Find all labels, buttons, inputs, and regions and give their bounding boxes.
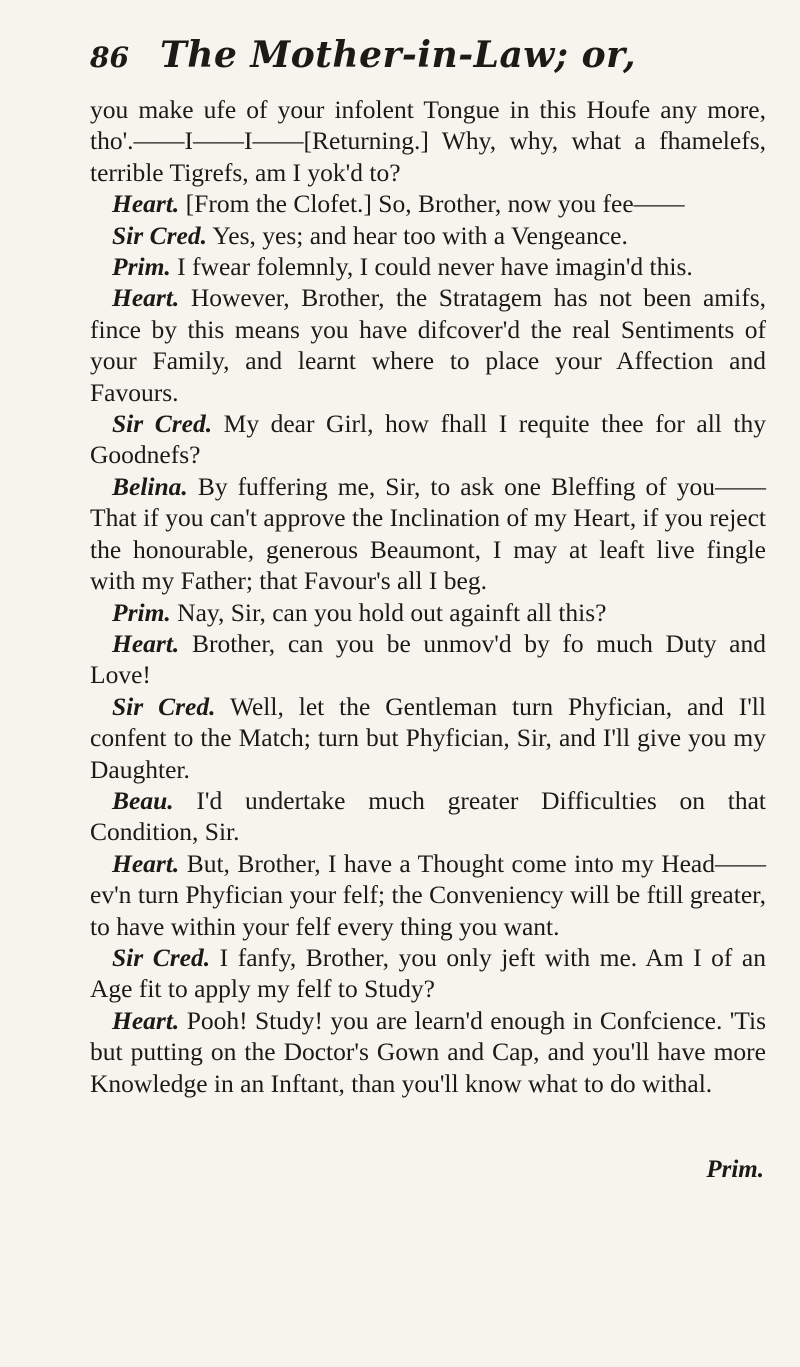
speech-text: I'd undertake much greater Difficulties on that Condition, Sir. <box>90 785 767 847</box>
paragraph <box>90 628 766 691</box>
running-title: The Mother-in-Law; or, <box>160 34 637 76</box>
paragraph <box>90 848 766 942</box>
speaker-name: Sir Cred. <box>112 220 207 250</box>
speaker-name: Heart. <box>112 189 180 219</box>
speech-text: Pooh! Study! you are learn'd enough in Confcience. 'Tis but putting on the Doctor's Gown and Cap, and you'll have more Knowledge in an Inftant, than you'll know what to do withal. <box>90 1005 766 1098</box>
paragraph <box>90 471 766 597</box>
page-number: 86 <box>90 41 129 74</box>
speaker-name: Beau. <box>112 785 174 815</box>
speech-text: Yes, yes; and hear too with a Vengeance. <box>212 220 628 250</box>
speech-text: Nay, Sir, can you hold out againft all this? <box>177 597 607 627</box>
speech-text: I fwear folemnly, I could never have imagin'd this. <box>177 252 693 282</box>
speaker-name: Sir Cred. <box>112 409 213 439</box>
paragraph <box>90 282 766 408</box>
paragraph <box>90 251 766 282</box>
speech-text: you make ufe of your infolent Tongue in this Houfe any more, tho'.——I——I——[Returning.] Why, why, what a fhamelefs, terrible Tigrefs, am I yok'd to? <box>90 95 766 187</box>
speech-text: But, Brother, I have a Thought come into my Head——ev'n turn Phyfician your felf; the Conveniency will be ftill greater, to have within your felf every thing you want. <box>90 848 766 941</box>
paragraph <box>90 220 766 251</box>
speaker-name: Prim. <box>112 597 171 627</box>
paragraph <box>90 408 766 471</box>
speaker-name: Prim. <box>112 252 171 282</box>
speaker-name: Heart. <box>112 1005 180 1035</box>
speech-text: [From the Clofet.] So, Brother, now you fee—— <box>185 189 685 219</box>
paragraph <box>90 94 766 188</box>
paragraph <box>90 785 766 848</box>
speech-text: I fanfy, Brother, you only jeft with me. Am I of an Age fit to apply my felf to Study? <box>90 942 766 1004</box>
body-text <box>90 94 766 1099</box>
paragraph <box>90 188 766 219</box>
paragraph <box>90 1005 766 1099</box>
paragraph <box>90 597 766 628</box>
paragraph <box>90 691 766 785</box>
speaker-name: Sir Cred. <box>112 942 211 972</box>
speaker-name: Heart. <box>112 628 180 658</box>
speech-text: Brother, can you be unmov'd by fo much Duty and Love! <box>90 628 766 690</box>
speaker-name: Sir Cred. <box>112 691 216 721</box>
page-header <box>90 34 766 88</box>
paragraph <box>90 942 766 1005</box>
speaker-name: Heart. <box>112 848 180 878</box>
catchword: Prim. <box>706 1156 764 1183</box>
speech-text: My dear Girl, how fhall I requite thee for all thy Goodnefs? <box>90 409 766 470</box>
speaker-name: Belina. <box>112 471 188 501</box>
speech-text: However, Brother, the Stratagem has not been amifs, fince by this means you have difcover'd the real Sentiments of your Family, and learnt where to place your Affection and Favours. <box>90 283 766 407</box>
speech-text: By fuffering me, Sir, to ask one Bleffing of you——That if you can't approve the Inclination of my Heart, if you reject the honourable, generous Beaumont, I may at leaft live fingle with my Father; that Favour's all I beg. <box>90 471 766 596</box>
speech-text: Well, let the Gentleman turn Phyfician, and I'll confent to the Match; turn but Phyfician, Sir, and I'll give you my Daughter. <box>90 691 766 784</box>
speaker-name: Heart. <box>112 283 180 313</box>
